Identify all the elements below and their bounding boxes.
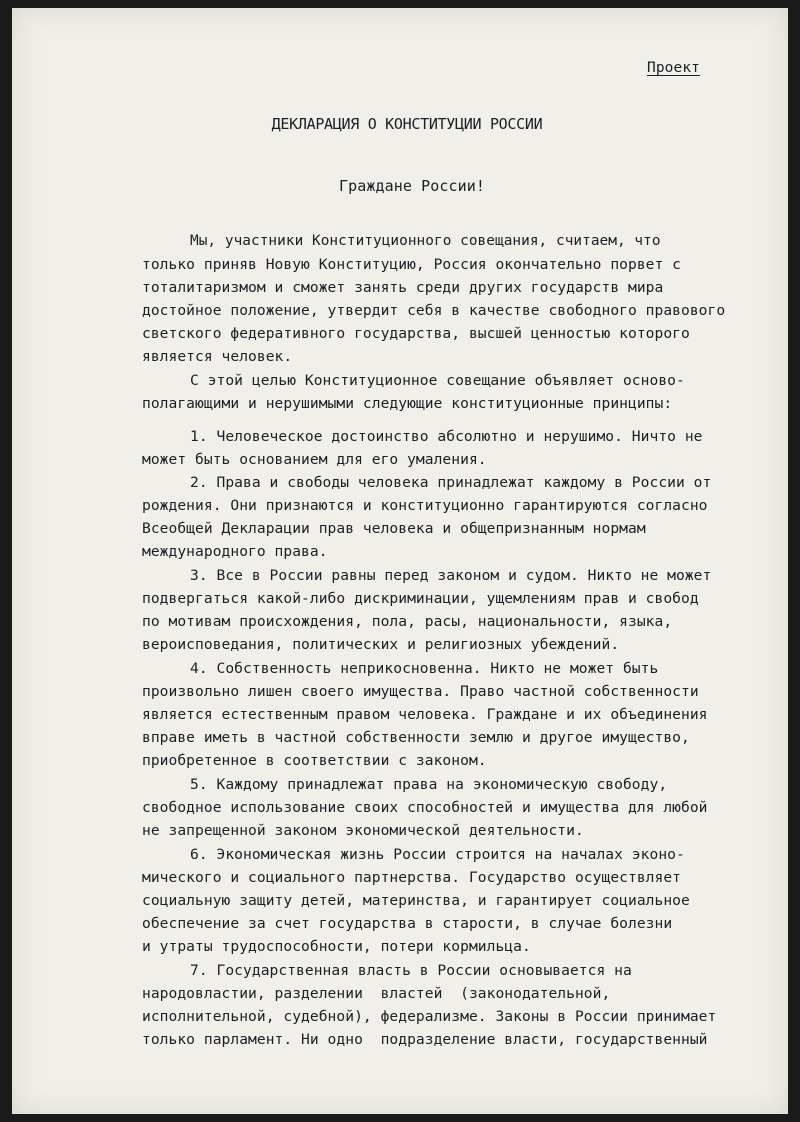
text-line: 1. Человеческое достоинство абсолютно и нерушимо. Ничто не — [190, 428, 703, 445]
text-line: 3. Все в России равны перед законом и судом. Никто не может — [190, 567, 712, 584]
text-line: подвергаться какой-либо дискриминации, ущемлениям прав и свобод — [142, 590, 699, 607]
text-line: по мотивам происхождения, пола, расы, национальности, языка, — [142, 613, 673, 630]
text-line: вероисповедания, политических и религиозных убеждений. — [142, 636, 620, 653]
text-line: и утраты трудоспособности, потери кормильца. — [142, 938, 531, 955]
text-line: светского федеративного государства, высшей ценностью которого — [142, 325, 690, 342]
text-line: только приняв Новую Конституцию, Россия окончательно порвет с — [142, 256, 682, 273]
text-line: 6. Экономическая жизнь России строится на началах эконо- — [190, 846, 685, 863]
draft-label: Проект — [647, 60, 700, 76]
text-line: Мы, участники Конституционного совещания, считаем, что — [190, 233, 661, 249]
text-line: обеспечение за счет государства в старости, в случае болезни — [142, 915, 673, 932]
text-line: произвольно лишен своего имущества. Право частной собственности — [142, 683, 699, 700]
text-line: 2. Права и свободы человека принадлежат каждому в России от — [190, 474, 712, 491]
greeting: Граждане России! — [338, 177, 486, 195]
text-line: может быть основанием для его умаления. — [142, 451, 487, 468]
text-line: является человек. — [142, 348, 293, 365]
text-line: полагающими и нерушимыми следующие конституционные принципы: — [142, 395, 673, 412]
document-title: ДЕКЛАРАЦИЯ О КОНСТИТУЦИИ РОССИИ — [271, 115, 543, 133]
text-line: достойное положение, утвердит себя в качестве свободного правового — [142, 302, 726, 319]
text-line: исполнительной, судебной), федерализме. Законы в России принимает — [142, 1008, 717, 1025]
text-line: тоталитаризмом и сможет занять среди других государств мира — [142, 279, 664, 296]
text-line: народовластии, разделении властей (законодательной, — [142, 985, 611, 1002]
text-line: только парламент. Ни одно подразделение власти, государственный — [142, 1031, 708, 1048]
text-line: рождения. Они признаются и конституционно гарантируются согласно — [142, 497, 708, 514]
text-line: не запрещенной законом экономической деятельности. — [142, 822, 584, 839]
text-line: 4. Собственность неприкосновенна. Никто не может быть — [190, 660, 659, 677]
text-line: вправе иметь в частной собственности землю и другое имущество, — [142, 729, 690, 746]
text-line: 5. Каждому принадлежат права на экономическую свободу, — [190, 776, 668, 793]
text-line: социальную защиту детей, материнства, и гарантирует социальное — [142, 892, 690, 909]
document-page — [12, 8, 788, 1114]
text-line: Всеобщей Декларации прав человека и общепризнанным нормам — [142, 520, 646, 537]
text-line: является естественным правом человека. Граждане и их объединения — [142, 706, 708, 723]
text-line: приобретенное в соответствии с законом. — [142, 752, 487, 769]
text-line: международного права. — [142, 543, 328, 560]
text-line: свободное использование своих способностей и имущества для любой — [142, 799, 708, 816]
document-body — [12, 8, 788, 1114]
text-line: мического и социального партнерства. Государство осуществляет — [142, 869, 682, 886]
text-line: С этой целью Конституционное совещание объявляет осново- — [190, 372, 685, 389]
text-line: 7. Государственная власть в России основывается на — [190, 962, 632, 979]
